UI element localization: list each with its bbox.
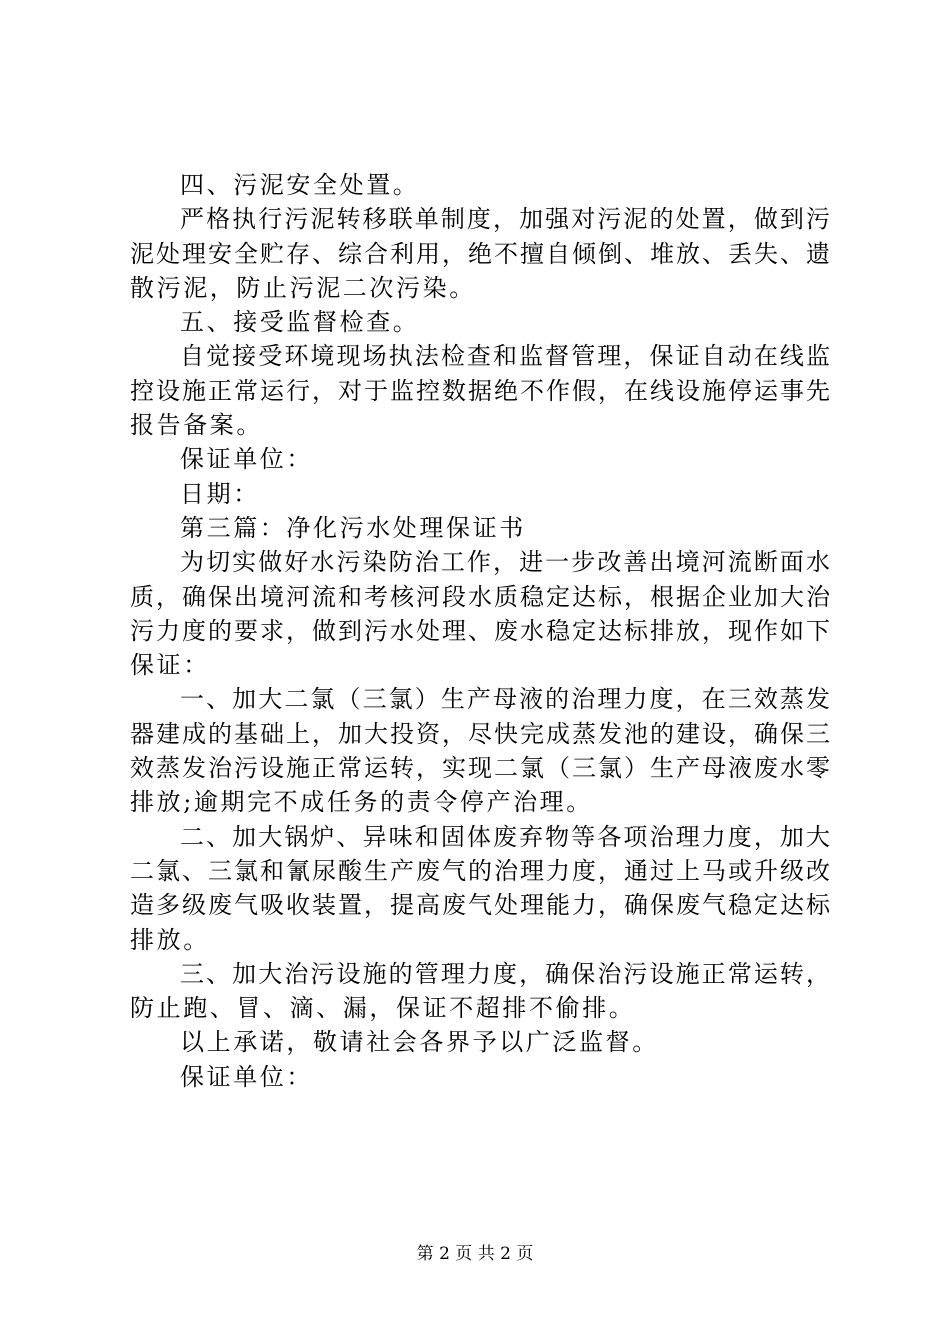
- paragraph-line: 以上承诺，敬请社会各界予以广泛监督。: [180, 1028, 659, 1057]
- paragraph-line: 造多级废气吸收装置，提高废气处理能力，确保废气稳定达标: [130, 891, 830, 920]
- paragraph-line: 三、加大治污设施的管理力度，确保治污设施正常运转，: [180, 959, 830, 988]
- paragraph-line: 泥处理安全贮存、综合利用，绝不擅自倾倒、堆放、丢失、遗: [130, 239, 830, 268]
- chapter-title: 第三篇：净化污水处理保证书: [180, 513, 526, 542]
- paragraph-line: 防止跑、冒、滴、漏，保证不超排不偷排。: [130, 994, 636, 1023]
- paragraph-line: 二氯、三氯和氰尿酸生产废气的治理力度，通过上马或升级改: [130, 856, 830, 885]
- paragraph-line: 为切实做好水污染防治工作，进一步改善出境河流断面水: [180, 548, 830, 577]
- date-label: 日期：: [180, 479, 260, 508]
- paragraph-line: 二、加大锅炉、异味和固体废弃物等各项治理力度，加大: [180, 822, 830, 851]
- page-footer: 第 2 页 共 2 页: [416, 1244, 534, 1264]
- document-body: [130, 168, 830, 1094]
- paragraph-line: 效蒸发治污设施正常运转，实现二氯（三氯）生产母液废水零: [130, 754, 830, 783]
- paragraph-line: 排放。: [130, 925, 210, 954]
- paragraph-line: 控设施正常运行，对于监控数据绝不作假，在线设施停运事先: [130, 376, 830, 405]
- section-heading-5: 五、接受监督检查。: [180, 308, 420, 337]
- guarantor-label: 保证单位：: [180, 445, 313, 474]
- section-heading-4: 四、污泥安全处置。: [180, 171, 420, 199]
- paragraph-line: 污力度的要求，做到污水处理、废水稳定达标排放，现作如下: [130, 616, 830, 645]
- paragraph-line: 质，确保出境河流和考核河段水质稳定达标，根据企业加大治: [130, 582, 830, 611]
- guarantor-label: 保证单位：: [180, 1062, 313, 1091]
- paragraph-line: 自觉接受环境现场执法检查和监督管理，保证自动在线监: [180, 342, 830, 371]
- paragraph-line: 散污泥，防止污泥二次污染。: [130, 273, 476, 302]
- paragraph-line: 严格执行污泥转移联单制度，加强对污泥的处置，做到污: [180, 205, 830, 234]
- paragraph-line: 器建成的基础上，加大投资，尽快完成蒸发池的建设，确保三: [130, 719, 830, 748]
- paragraph-line: 保证：: [130, 651, 210, 680]
- paragraph-line: 排放;逾期完不成任务的责令停产治理。: [130, 788, 593, 817]
- paragraph-line: 一、加大二氯（三氯）生产母液的治理力度，在三效蒸发: [180, 685, 830, 714]
- paragraph-line: 报告备案。: [130, 411, 263, 440]
